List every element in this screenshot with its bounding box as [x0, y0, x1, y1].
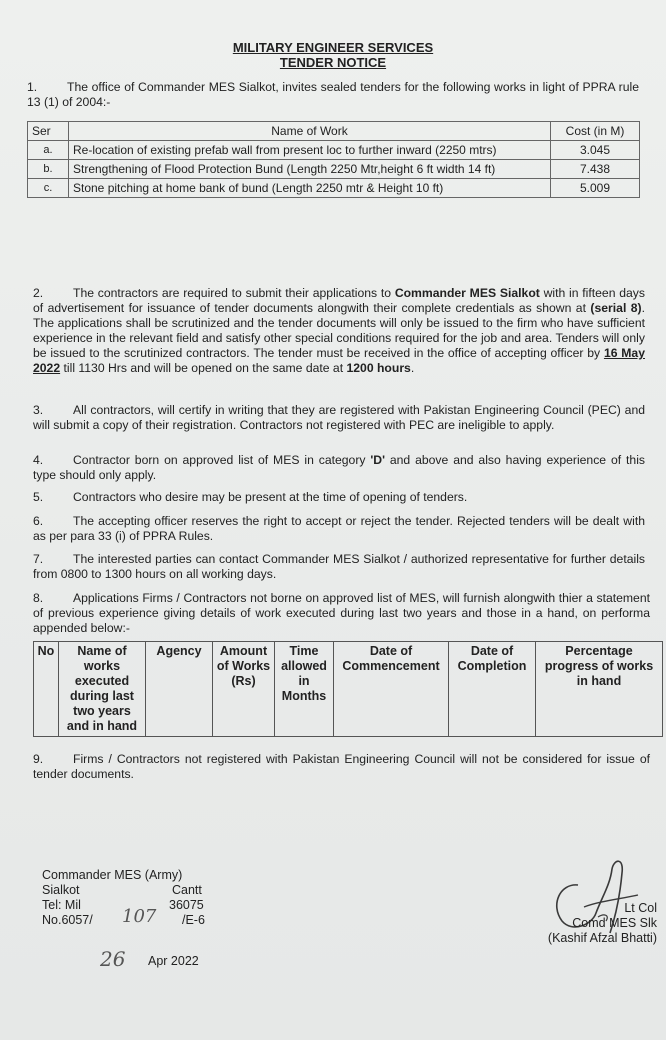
row-ser: a. [28, 141, 69, 160]
para-text: The office of Commander MES Sialkot, invites sealed tenders for the following works in light of PPRA rule 13 (1) of 2004:- [27, 80, 639, 109]
notice-title: TENDER NOTICE [279, 55, 387, 70]
table-row [28, 141, 640, 160]
para-text: Contractor born on approved list of MES in category [73, 453, 371, 467]
office-city: Sialkot [42, 883, 80, 897]
office-cantt: Cantt [172, 883, 202, 897]
para-text: The interested parties can contact Commander MES Sialkot / authorized representative for further details from 0800 to 1300 hours on all working days. [33, 552, 645, 581]
col-amount: Amount of Works (Rs) [213, 642, 275, 737]
para-number: 8. [33, 591, 44, 605]
para-text: . [410, 361, 415, 375]
col-no: No [34, 642, 59, 737]
tel-number: 36075 [169, 898, 204, 912]
row-name: Re-location of existing prefab wall from present loc to further inward (2250 mtrs) [69, 141, 551, 160]
para-number: 2. [33, 286, 44, 300]
col-agency: Agency [146, 642, 213, 737]
table-row [28, 179, 640, 198]
experience-proforma-table [33, 641, 663, 737]
para-number: 7. [33, 552, 44, 566]
para-number: 5. [33, 490, 44, 504]
office-title: Commander MES (Army) [42, 868, 183, 882]
paragraph-2 [33, 286, 645, 376]
date-month-year: Apr 2022 [148, 954, 199, 968]
paragraph-7 [33, 552, 645, 582]
table-header-row [28, 122, 640, 141]
para-text: till 1130 Hrs and will be opened on the same date at [60, 361, 347, 375]
para-number: 4. [33, 453, 44, 467]
para-number: 9. [33, 752, 44, 766]
para-text: . The applications shall be scrutinized and the tender documents will only be issued to the firm who have sufficient experience in the relevant field and satisfy other special conditions required for the job and area. Tenders will only be issued to the scrutinized contractors. The tender must be received in the office of accepting officer by [33, 301, 645, 360]
signatory-block [525, 901, 657, 946]
row-ser: b. [28, 160, 69, 179]
col-name-of-work: Name of Work [69, 122, 551, 141]
office-address [42, 868, 232, 928]
para-text: The contractors are required to submit their applications to [73, 286, 395, 300]
bold-text: (serial 8) [590, 301, 642, 315]
paragraph-8 [33, 591, 650, 636]
signatory-appointment: Comd MES Slk [572, 916, 657, 930]
deadline-date: 16 May 2022 [33, 346, 645, 375]
proforma-header-row [34, 642, 663, 737]
col-name-of-works: Name of works executed during last two years and in hand [59, 642, 146, 737]
row-ser: c. [28, 179, 69, 198]
para-text: Applications Firms / Contractors not borne on approved list of MES, will furnish alongwith thier a statement of previous experience giving details of work executed during last two years and those in a hand, on performa appended below:- [33, 591, 650, 635]
signatory-name: (Kashif Afzal Bhatti) [547, 931, 657, 945]
row-cost: 7.438 [551, 160, 640, 179]
works-table [27, 121, 640, 198]
para-text: Contractors who desire may be present at the time of opening of tenders. [73, 490, 468, 504]
tel-label: Tel: Mil [42, 898, 81, 912]
col-date-completion: Date of Completion [449, 642, 536, 737]
row-name: Strengthening of Flood Protection Bund (Length 2250 Mtr,height 6 ft width 14 ft) [69, 160, 551, 179]
para-number: 3. [33, 403, 44, 417]
notice-header [0, 40, 666, 70]
paragraph-1 [27, 80, 639, 110]
row-cost: 3.045 [551, 141, 640, 160]
paragraph-4 [33, 453, 645, 483]
opening-time: 1200 hours [346, 361, 411, 375]
row-name: Stone pitching at home bank of bund (Length 2250 mtr & Height 10 ft) [69, 179, 551, 198]
row-cost: 5.009 [551, 179, 640, 198]
para-text: with in fifteen days of advertisement for issuance of tender documents alongwith their complete credentials as shown at [33, 286, 645, 315]
ref-number: No.6057/ [42, 913, 93, 927]
handwritten-ref: 107 [122, 906, 157, 927]
col-ser: Ser [28, 122, 69, 141]
col-cost: Cost (in M) [551, 122, 640, 141]
org-name: MILITARY ENGINEER SERVICES [232, 40, 434, 55]
para-number: 1. [27, 80, 38, 94]
signatory-rank: Lt Col [624, 901, 657, 915]
para-text: and above and also having experience of this type should only apply. [33, 453, 645, 482]
handwritten-day: 26 [100, 947, 126, 971]
paragraph-3 [33, 403, 645, 433]
col-date-commencement: Date of Commencement [334, 642, 449, 737]
paragraph-9 [33, 752, 650, 782]
paragraph-5 [33, 490, 645, 505]
para-number: 6. [33, 514, 44, 528]
col-percentage-progress: Percentage progress of works in hand [536, 642, 663, 737]
col-time-allowed: Time allowed in Months [275, 642, 334, 737]
bold-text: Commander MES Sialkot [394, 286, 540, 300]
para-text: The accepting officer reserves the right to accept or reject the tender. Rejected tenders will be dealt with as per para 33 (i) of PPRA Rules. [33, 514, 645, 543]
ref-suffix: /E-6 [182, 913, 205, 927]
para-text: Firms / Contractors not registered with Pakistan Engineering Council will not be considered for issue of tender documents. [33, 752, 650, 781]
table-row [28, 160, 640, 179]
paragraph-6 [33, 514, 645, 544]
para-text: All contractors, will certify in writing that they are registered with Pakistan Engineering Council (PEC) and will submit a copy of their registration. Contractors not registered with PEC are ineligible to apply. [33, 403, 645, 432]
category-label: 'D' [370, 453, 385, 467]
